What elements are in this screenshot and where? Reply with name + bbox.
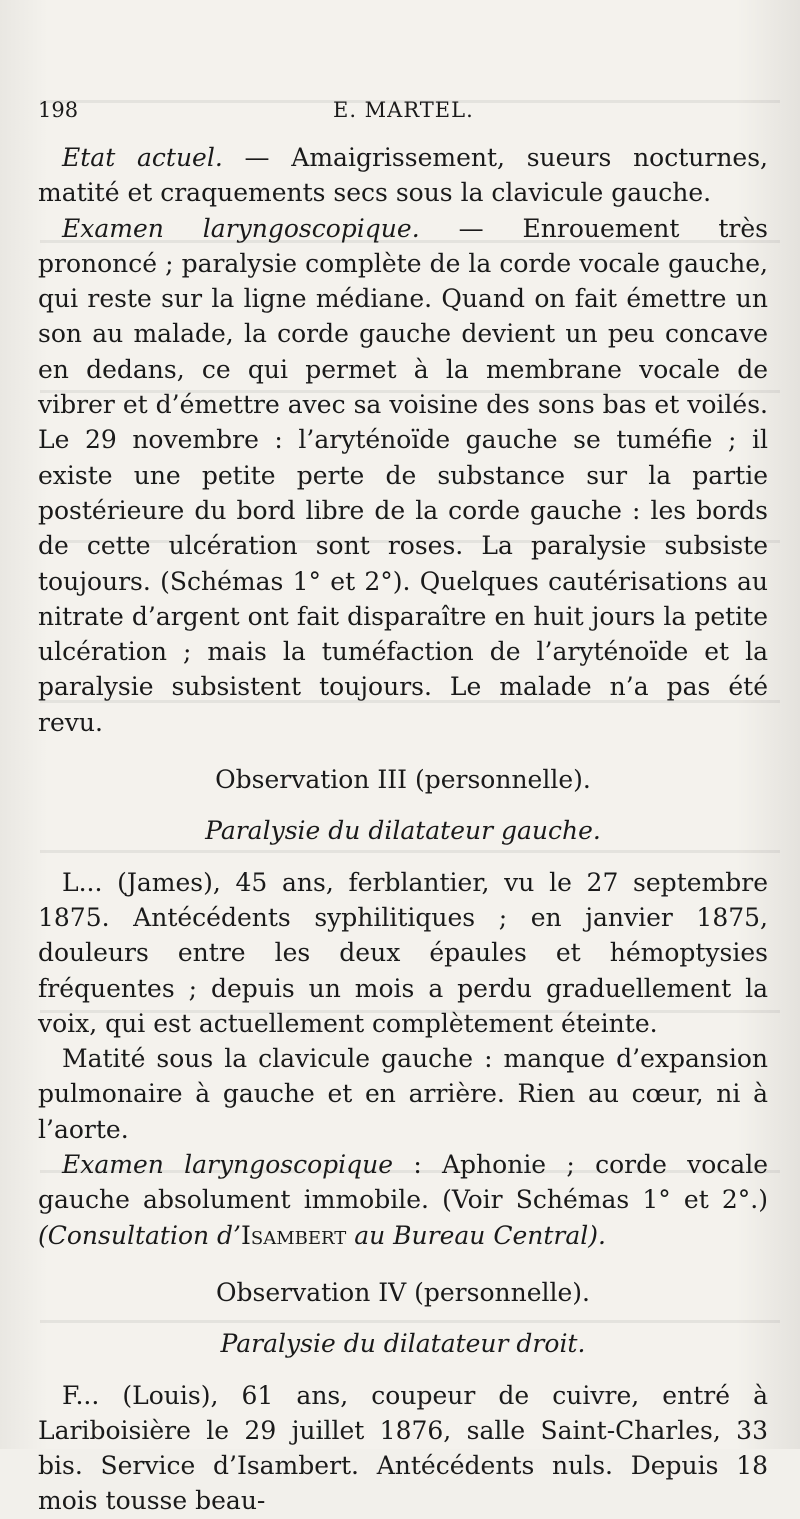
paragraph-examen-laryngoscopique <box>38 211 768 740</box>
obs3-consultation-2: au Bureau Central). <box>346 1220 606 1250</box>
observation-iii-paragraph-2: Matité sous la clavicule gauche : manque d’expansion pulmonaire à gauche et en arrière. Rien au cœur, ni à l’aorte. <box>38 1044 768 1144</box>
observation-iv-paragraph-1: F... (Louis), 61 ans, coupeur de cuivre, entré à Lariboisière le 29 juillet 1876, salle Saint-Charles, 33 bis. Service d’Isambert. Antécédents nuls. Depuis 18 mois tousse beau- <box>38 1380 768 1516</box>
observation-iii-paragraph-1: L... (James), 45 ans, ferblantier, vu le 27 septembre 1875. Antécédents syphilitiques ; en janvier 1875, douleurs entre les deux épaules et hémoptysies fréquentes ; depuis un mois a perdu graduellement la voix, qui est actuellement complètement éteinte. <box>38 867 768 1038</box>
observation-iii-title: Observation III (personnelle). <box>215 765 591 795</box>
obs3-consultation-1: (Consultation d’ <box>38 1220 242 1250</box>
page-header <box>38 98 768 132</box>
etat-actuel-label: Etat actuel. <box>62 143 223 172</box>
obs3-examen-label: Examen laryngoscopique <box>62 1150 394 1180</box>
obs3-examen-text: : Aphonie ; corde vocale gauche absolument immobile. (Voir Schémas 1° et 2°.) <box>38 1150 769 1215</box>
observation-iv-subtitle: Paralysie du dilatateur droit. <box>220 1329 586 1359</box>
observation-iii-subtitle: Paralysie du dilatateur gauche. <box>205 816 601 846</box>
etat-actuel-text: — Amaigrissement, sueurs nocturnes, matité et craquements secs sous la clavicule gauche. <box>38 143 768 208</box>
examen-text: — Enrouement très prononcé ; paralysie complète de la corde vocale gauche, qui reste sur la ligne médiane. Quand on fait émettre un son au malade, la corde gauche devient un peu concave en dedans, ce qui permet à la membrane vocale de vibrer et d’émettre avec sa voisine des sons bas et voilés. Le 29 novembre : l’aryténoïde gauche se tuméfie ; il existe une petite perte de substance sur la partie postérieure du bord libre de la corde gauche : les bords de cette ulcération sont roses. La paralysie subsiste toujours. (Schémas 1° et 2°). Quelques cautérisations au nitrate d’argent ont fait disparaître en huit jours la petite ulcération ; mais la tuméfaction de l’aryténoïde et la paralysie subsistent toujours. Le malade n’a pas été revu. <box>38 213 768 737</box>
paragraph-etat-actuel <box>38 140 768 211</box>
obs3-consultation-name: Isambert <box>241 1220 347 1250</box>
page-number: 198 <box>38 98 79 122</box>
observation-iv-title: Observation IV (personnelle). <box>216 1277 590 1307</box>
running-title: E. MARTEL. <box>333 98 474 122</box>
body-text <box>38 140 768 1519</box>
examen-label: Examen laryngoscopique. <box>62 213 420 243</box>
observation-iii-examen <box>38 1147 768 1253</box>
